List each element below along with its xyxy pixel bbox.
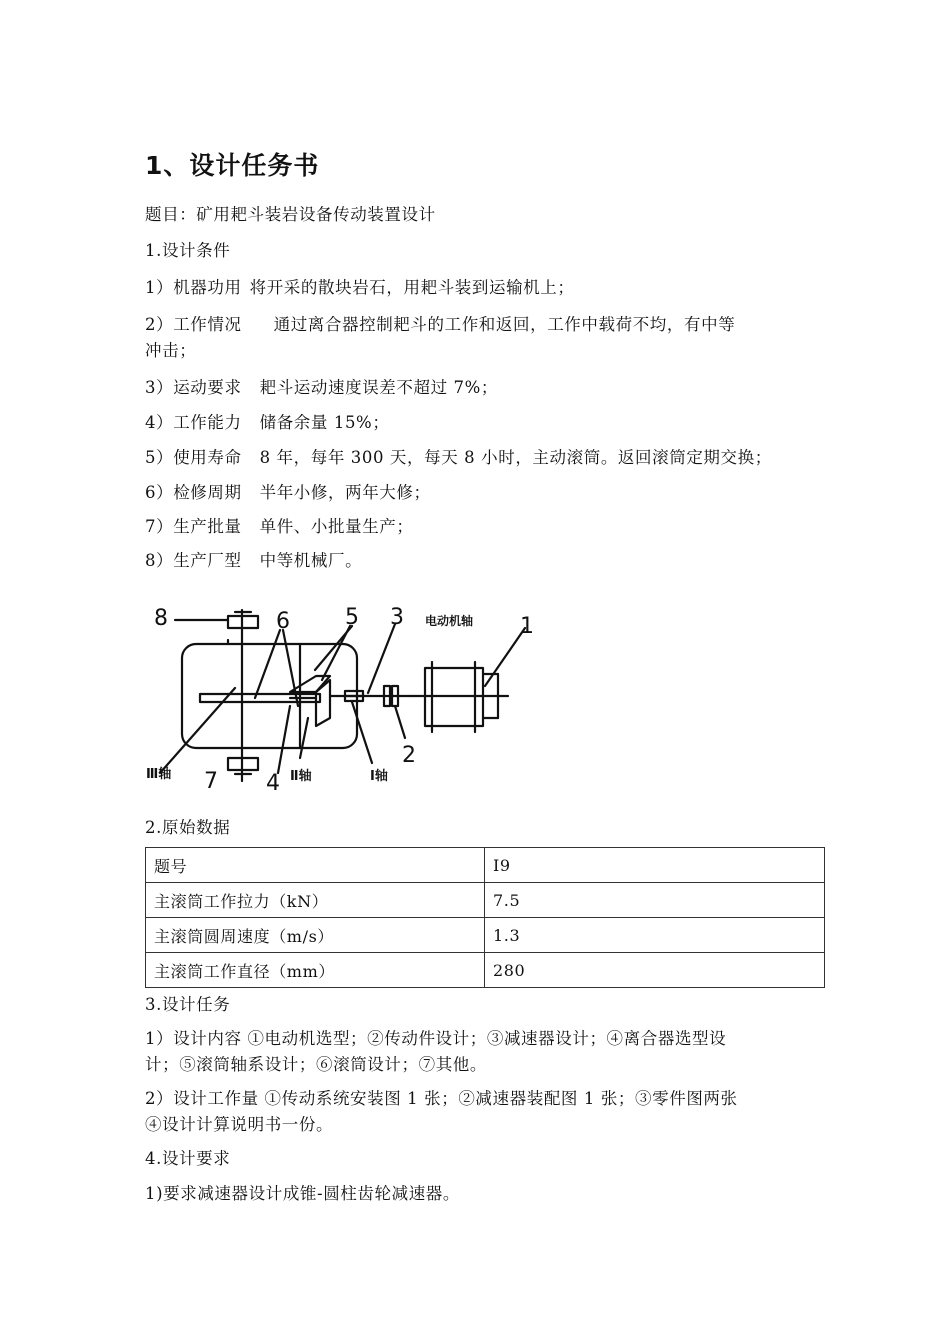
condition-label: 6）检修周期 — [145, 483, 242, 502]
table-cell: 1.3 — [485, 918, 825, 953]
condition-3 — [145, 375, 498, 401]
condition-1 — [145, 275, 575, 301]
table-cell: I9 — [485, 848, 825, 883]
condition-text: 中等机械厂。 — [259, 551, 363, 570]
condition-label: 1）机器功用 — [145, 278, 242, 297]
task-2-line1: 2）设计工作量 ①传动系统安装图 1 张；②减速器装配图 1 张；③零件图两张 — [145, 1089, 738, 1108]
condition-label: 4）工作能力 — [145, 413, 242, 432]
requirement-1: 1)要求减速器设计成锥-圆柱齿轮减速器。 — [145, 1184, 461, 1203]
label-shaft-i: Ⅰ轴 — [370, 769, 388, 784]
condition-5 — [145, 445, 772, 471]
original-data-table — [145, 847, 825, 988]
condition-text: 半年小修，两年大修； — [259, 483, 431, 502]
label-2: 2 — [402, 743, 416, 768]
label-3: 3 — [390, 605, 404, 630]
condition-label: 7）生产批量 — [145, 517, 242, 536]
condition-7 — [145, 514, 414, 540]
condition-6 — [145, 480, 431, 506]
condition-4 — [145, 410, 389, 436]
task-1-line2: 计；⑤滚筒轴系设计；⑥滚筒设计；⑦其他。 — [145, 1055, 487, 1074]
page-heading: 1、设计任务书 — [145, 151, 320, 180]
label-6: 6 — [276, 609, 290, 634]
label-4: 4 — [266, 771, 280, 796]
section3-title: 3.设计任务 — [145, 995, 231, 1014]
table-cell: 280 — [485, 953, 825, 988]
table-cell: 题号 — [146, 848, 485, 883]
label-shaft-ii: Ⅱ轴 — [290, 769, 312, 784]
condition-label: 5）使用寿命 — [145, 448, 242, 467]
table-cell: 主滚筒工作拉力（kN） — [146, 883, 485, 918]
condition-8 — [145, 548, 362, 574]
condition-2-continued: 冲击； — [145, 341, 197, 360]
condition-2 — [145, 312, 735, 338]
table-row — [146, 848, 825, 883]
condition-text: 耙斗运动速度误差不超过 7%； — [259, 378, 499, 397]
label-7: 7 — [204, 769, 218, 794]
label-motor-shaft: 电动机轴 — [425, 614, 474, 628]
label-shaft-iii: Ⅲ轴 — [146, 767, 172, 782]
table-row — [146, 883, 825, 918]
task-2-line2: ④设计计算说明书一份。 — [145, 1115, 334, 1134]
condition-text: 将开采的散块岩石，用耙斗装到运输机上； — [249, 278, 575, 297]
table-cell: 7.5 — [485, 883, 825, 918]
table-row — [146, 918, 825, 953]
condition-text: 8 年，每年 300 天，每天 8 小时，主动滚筒。返回滚筒定期交换； — [259, 448, 772, 467]
task-1-line1: 1）设计内容 ①电动机选型；②传动件设计；③减速器设计；④离合器选型设 — [145, 1029, 727, 1048]
condition-label: 8）生产厂型 — [145, 551, 242, 570]
section1-title: 1.设计条件 — [145, 241, 231, 260]
condition-text: 储备余量 15%； — [259, 413, 390, 432]
table-cell: 主滚筒工作直径（mm） — [146, 953, 485, 988]
topic-line: 题目：矿用耙斗装岩设备传动装置设计 — [145, 205, 436, 224]
label-8: 8 — [154, 606, 168, 631]
condition-text: 通过离合器控制耙斗的工作和返回，工作中载荷不均，有中等 — [273, 315, 736, 334]
label-1: 1 — [520, 614, 534, 639]
label-5: 5 — [345, 605, 359, 630]
table-cell: 主滚筒圆周速度（m/s） — [146, 918, 485, 953]
section4-title: 4.设计要求 — [145, 1149, 231, 1168]
transmission-diagram — [140, 598, 560, 798]
condition-label: 2）工作情况 — [145, 315, 242, 334]
condition-label: 3）运动要求 — [145, 378, 242, 397]
section2-title: 2.原始数据 — [145, 818, 231, 837]
condition-text: 单件、小批量生产； — [259, 517, 414, 536]
table-row — [146, 953, 825, 988]
